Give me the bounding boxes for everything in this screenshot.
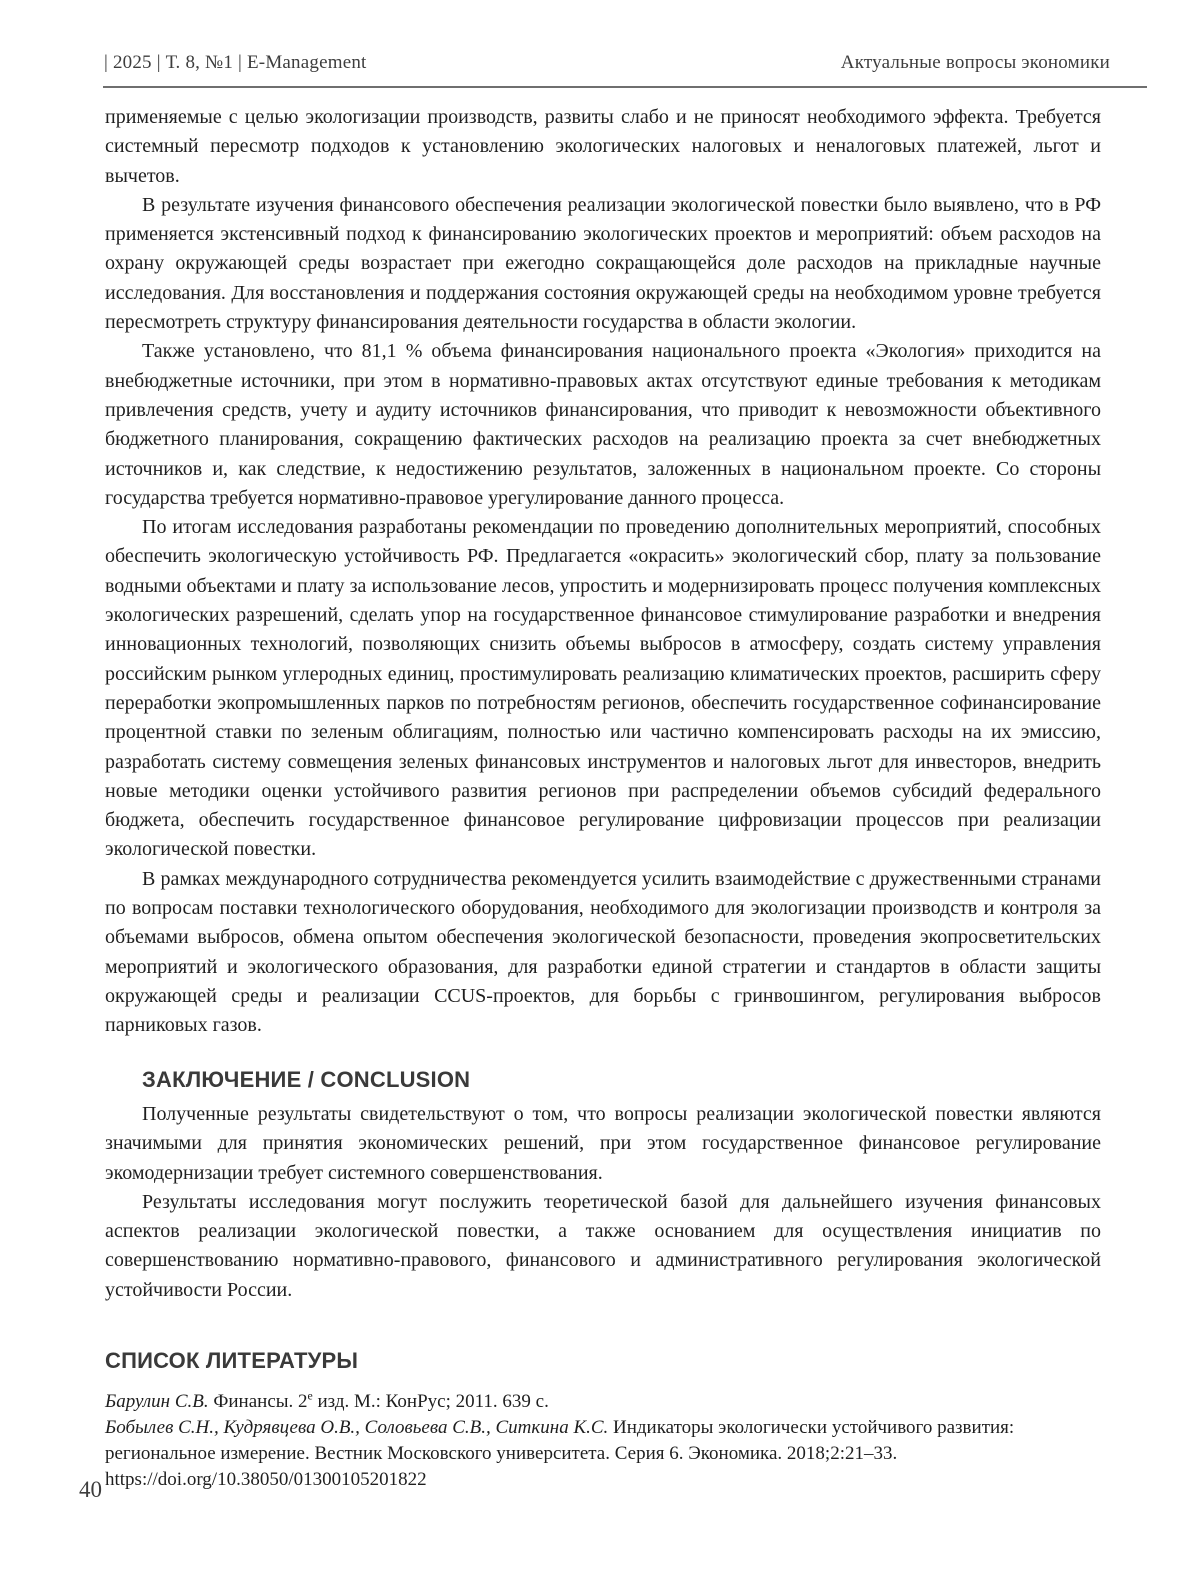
body-paragraph: Также установлено, что 81,1 % объема финансирования национального проекта «Экология» приходится на внебюджетные источники, при этом в нормативно-правовых актах отсутствуют единые требования к методикам привлечения средств, учету и аудиту источников финансирования, что приводит к невозможности объективного бюджетного планирования, сокращению фактических расходов на реализацию проекта за счет внебюджетных источников и, как следствие, к недостижению результатов, заложенных в национальном проекте. Со стороны государства требуется нормативно-правовое урегулирование данного процесса. — [105, 340, 1101, 509]
body-paragraph: По итогам исследования разработаны рекомендации по проведению дополнительных мероприятий, способных обеспечить экологическую устойчивость РФ. Предлагается «окрасить» экологический сбор, плату за пользование водными объектами и плату за использование лесов, упростить и модернизировать процесс получения комплексных экологических разрешений, сделать упор на государственное финансовое стимулирование разработки и внедрения инновационных технологий, позволяющих снизить объемы выбросов в атмосферу, создать систему управления российским рынком углеродных единиц, простимулировать реализацию климатических проектов, расширить сферу переработки экопромышленных парков по потребностям регионов, обеспечить государственное софинансирование процентной ставки по зеленым облигациям, полностью или частично компенсировать расходы на их эмиссию, разработать систему совмещения зеленых финансовых инструментов и налоговых льгот для инвесторов, внедрить новые методики оценки устойчивого развития регионов при распределении объемов субсидий федерального бюджета, обеспечить государственное финансовое регулирование цифровизации процессов при реализации экологической повестки. — [105, 516, 1101, 861]
conclusion-paragraph: Полученные результаты свидетельствуют о том, что вопросы реализации экологической повестки являются значимыми для принятия экономических решений, при этом государственное финансовое регулирование экомодернизации требует системного совершенствования. — [105, 1103, 1101, 1184]
reference-superscript: е — [307, 1389, 313, 1403]
header-section-title: Актуальные вопросы экономики — [840, 52, 1110, 73]
header-divider — [103, 86, 1147, 88]
reference-text: изд. М.: КонРус; 2011. 639 с. — [312, 1390, 549, 1412]
body-paragraph: применяемые с целью экологизации производств, развиты слабо и не приносят необходимого эффекта. Требуется системный пересмотр подходов к установлению экологических налоговых и неналоговых платежей, льгот и вычетов. — [105, 106, 1101, 187]
reference-item — [105, 1389, 1101, 1415]
reference-text: Финансы. 2 — [208, 1390, 308, 1412]
reference-authors: Барулин С.В. — [105, 1390, 209, 1412]
article-body — [105, 103, 1101, 1493]
page-header — [104, 52, 1110, 74]
header-issue-info: | 2025 | Т. 8, №1 | E-Management — [104, 52, 367, 73]
conclusion-heading: ЗАКЛЮЧЕНИЕ / CONCLUSION — [142, 1066, 471, 1092]
body-paragraph: В результате изучения финансового обеспечения реализации экологической повестки было выявлено, что в РФ применяется экстенсивный подход к финансированию экологических проектов и мероприятий: объем расходов на охрану окружающей среды возрастает при ежегодно сокращающейся доле расходов на прикладные научные исследования. Для восстановления и поддержания состояния окружающей среды на необходимом уровне требуется пересмотреть структуру финансирования деятельности государства в области экологии. — [105, 193, 1101, 334]
body-paragraph: В рамках международного сотрудничества рекомендуется усилить взаимодействие с дружественными странами по вопросам поставки технологического оборудования, необходимого для экологизации производств и контроля за объемами выбросов, обмена опытом обеспечения экологической безопасности, проведения экопросветительских мероприятий и экологического образования, для разработки единой стратегии и стандартов в области защиты окружающей среды и реализации CCUS-проектов, для борьбы с гринвошингом, регулирования выбросов парниковых газов. — [105, 867, 1101, 1037]
reference-text: Индикаторы экологически устойчивого развития: региональное измерение. Вестник Московского университета. Серия 6. Экономика. 2018;2:21–33. https://doi.org/10.38050/01300105201822 — [105, 1416, 1015, 1490]
reference-authors: Бобылев С.Н., Кудрявцева О.В., Соловьева С.В., Ситкина К.С. — [105, 1416, 609, 1438]
references-heading: СПИСОК ЛИТЕРАТУРЫ — [105, 1348, 359, 1374]
page-number: 40 — [79, 1477, 102, 1502]
conclusion-paragraph: Результаты исследования могут послужить теоретической базой для дальнейшего изучения финансовых аспектов реализации экологической повестки, а также основанием для осуществления инициатив по совершенствованию нормативно-правового, финансового и административного регулирования экологической устойчивости России. — [105, 1190, 1101, 1301]
reference-item — [105, 1415, 1101, 1493]
